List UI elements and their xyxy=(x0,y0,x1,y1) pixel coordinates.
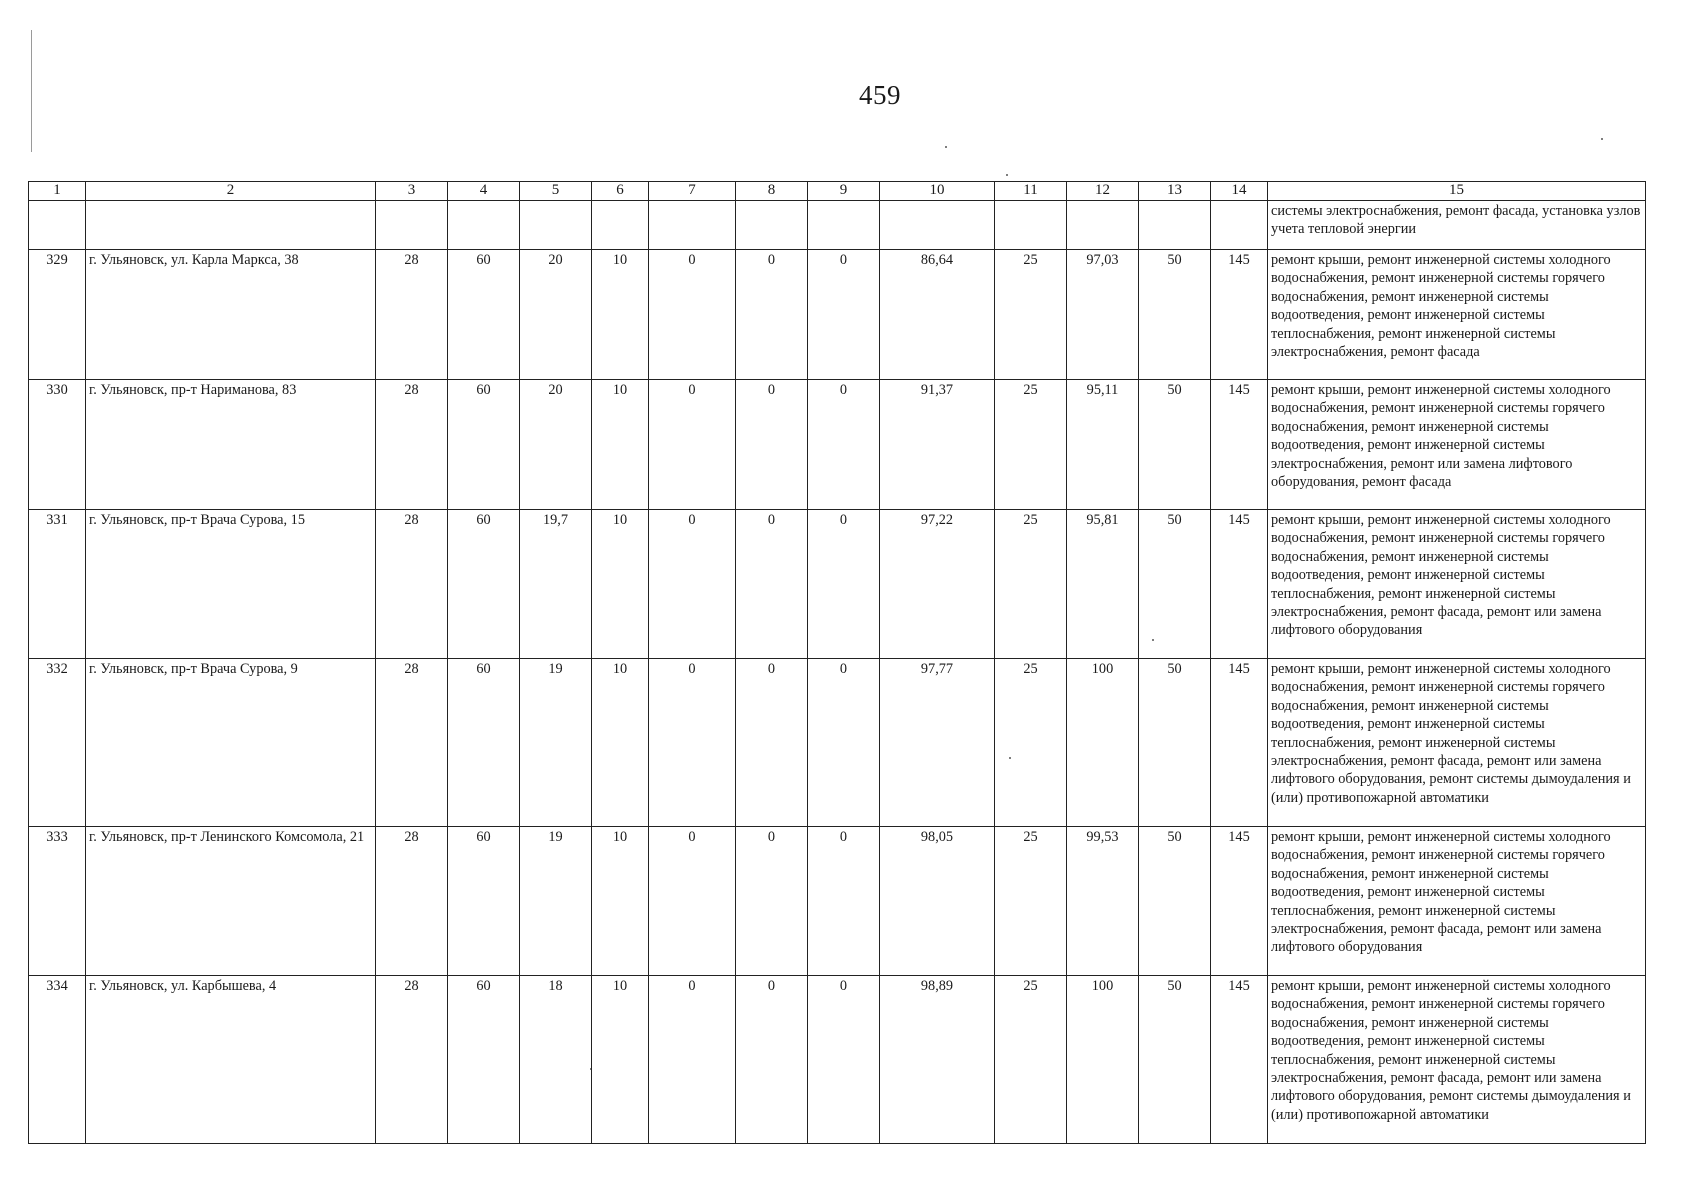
row-number-cell: 329 xyxy=(29,250,86,380)
column-header-4: 4 xyxy=(448,182,520,201)
value-cell-col14: 145 xyxy=(1211,380,1268,510)
value-cell-col10: 98,05 xyxy=(880,827,995,976)
value-cell-col9: 0 xyxy=(808,976,880,1144)
value-cell-col13: 50 xyxy=(1139,380,1211,510)
row-number-cell: 330 xyxy=(29,380,86,510)
value-cell-col9: 0 xyxy=(808,827,880,976)
value-cell-col7: 0 xyxy=(649,380,736,510)
value-cell-col6: 10 xyxy=(592,976,649,1144)
value-cell-col7: 0 xyxy=(649,250,736,380)
value-cell-col7: 0 xyxy=(649,510,736,659)
address-cell: г. Ульяновск, ул. Карла Маркса, 38 xyxy=(86,250,376,380)
column-header-7: 7 xyxy=(649,182,736,201)
row-number-cell: 334 xyxy=(29,976,86,1144)
value-cell-col4: 60 xyxy=(448,510,520,659)
column-header-5: 5 xyxy=(520,182,592,201)
value-cell-col4: 60 xyxy=(448,827,520,976)
works-cell: ремонт крыши, ремонт инженерной системы холодного водоснабжения, ремонт инженерной системы горячего водоснабжения, ремонт инженерной системы водоотведения, ремонт инженерной системы теплоснабжения, ремонт инженерной системы электроснабжения, ремонт фасада, ремонт или замена лифтового оборудования xyxy=(1268,827,1646,976)
value-cell-col9: 0 xyxy=(808,250,880,380)
column-header-13: 13 xyxy=(1139,182,1211,201)
address-cell: г. Ульяновск, пр-т Ленинского Комсомола, 21 xyxy=(86,827,376,976)
value-cell-col3: 28 xyxy=(376,250,448,380)
value-cell-col3: 28 xyxy=(376,827,448,976)
value-cell-col11: 25 xyxy=(995,380,1067,510)
column-header-1: 1 xyxy=(29,182,86,201)
value-cell-col10: 98,89 xyxy=(880,976,995,1144)
column-header-3: 3 xyxy=(376,182,448,201)
works-cell: ремонт крыши, ремонт инженерной системы холодного водоснабжения, ремонт инженерной системы горячего водоснабжения, ремонт инженерной системы водоотведения, ремонт инженерной системы электроснабжения, ремонт или замена лифтового оборудования, ремонт фасада xyxy=(1268,380,1646,510)
value-cell-col14: 145 xyxy=(1211,976,1268,1144)
value-cell-col8: 0 xyxy=(736,659,808,827)
table-row xyxy=(29,510,1646,659)
value-cell-col7: 0 xyxy=(649,659,736,827)
value-cell-col5: 19 xyxy=(520,659,592,827)
works-cell: ремонт крыши, ремонт инженерной системы холодного водоснабжения, ремонт инженерной системы горячего водоснабжения, ремонт инженерной системы водоотведения, ремонт инженерной системы теплоснабжения, ремонт инженерной системы электроснабжения, ремонт фасада, ремонт или замена лифтового оборудования, ремонт системы дымоудаления и (или) противопожарной автоматики xyxy=(1268,659,1646,827)
value-cell-col10: 91,37 xyxy=(880,380,995,510)
value-cell-col10: 97,77 xyxy=(880,659,995,827)
table-row xyxy=(29,659,1646,827)
table-row xyxy=(29,827,1646,976)
works-cell: системы электроснабжения, ремонт фасада, установка узлов учета тепловой энергии xyxy=(1268,201,1646,250)
table-row xyxy=(29,250,1646,380)
value-cell-col3: 28 xyxy=(376,659,448,827)
value-cell-col10: 97,22 xyxy=(880,510,995,659)
address-cell: г. Ульяновск, пр-т Нариманова, 83 xyxy=(86,380,376,510)
value-cell-col12: 99,53 xyxy=(1067,827,1139,976)
column-header-15: 15 xyxy=(1268,182,1646,201)
value-cell-col4: 60 xyxy=(448,250,520,380)
value-cell-col8: 0 xyxy=(736,510,808,659)
value-cell-col3: 28 xyxy=(376,510,448,659)
value-cell-col9: 0 xyxy=(808,659,880,827)
row-number-cell: 333 xyxy=(29,827,86,976)
column-header-6: 6 xyxy=(592,182,649,201)
value-cell-col7: 0 xyxy=(649,827,736,976)
column-header-14: 14 xyxy=(1211,182,1268,201)
column-number-row xyxy=(29,182,1646,201)
column-header-9: 9 xyxy=(808,182,880,201)
value-cell-col13: 50 xyxy=(1139,827,1211,976)
value-cell-col8: 0 xyxy=(736,380,808,510)
works-cell: ремонт крыши, ремонт инженерной системы холодного водоснабжения, ремонт инженерной системы горячего водоснабжения, ремонт инженерной системы водоотведения, ремонт инженерной системы теплоснабжения, ремонт инженерной системы электроснабжения, ремонт фасада, ремонт или замена лифтового оборудования xyxy=(1268,510,1646,659)
column-header-2: 2 xyxy=(86,182,376,201)
value-cell-col14: 145 xyxy=(1211,250,1268,380)
continuation-row xyxy=(29,201,1646,250)
address-cell: г. Ульяновск, пр-т Врача Сурова, 9 xyxy=(86,659,376,827)
value-cell-col11: 25 xyxy=(995,659,1067,827)
value-cell-col6: 10 xyxy=(592,827,649,976)
value-cell-col5: 20 xyxy=(520,380,592,510)
value-cell-col12: 100 xyxy=(1067,659,1139,827)
value-cell-col8: 0 xyxy=(736,827,808,976)
value-cell-col12: 95,11 xyxy=(1067,380,1139,510)
value-cell-col11: 25 xyxy=(995,976,1067,1144)
value-cell-col5: 19,7 xyxy=(520,510,592,659)
value-cell-col5: 20 xyxy=(520,250,592,380)
row-number-cell: 331 xyxy=(29,510,86,659)
value-cell-col3: 28 xyxy=(376,976,448,1144)
value-cell-col14: 145 xyxy=(1211,827,1268,976)
row-number-cell: 332 xyxy=(29,659,86,827)
value-cell-col9: 0 xyxy=(808,510,880,659)
scan-speck xyxy=(1601,138,1603,140)
value-cell-col5: 18 xyxy=(520,976,592,1144)
value-cell-col11: 25 xyxy=(995,510,1067,659)
value-cell-col11: 25 xyxy=(995,827,1067,976)
value-cell-col13: 50 xyxy=(1139,510,1211,659)
value-cell-col8: 0 xyxy=(736,250,808,380)
value-cell-col12: 95,81 xyxy=(1067,510,1139,659)
value-cell-col11: 25 xyxy=(995,250,1067,380)
value-cell-col3: 28 xyxy=(376,380,448,510)
address-cell: г. Ульяновск, ул. Карбышева, 4 xyxy=(86,976,376,1144)
value-cell-col6: 10 xyxy=(592,250,649,380)
table-row xyxy=(29,380,1646,510)
value-cell-col8: 0 xyxy=(736,976,808,1144)
works-cell: ремонт крыши, ремонт инженерной системы холодного водоснабжения, ремонт инженерной системы горячего водоснабжения, ремонт инженерной системы водоотведения, ремонт инженерной системы теплоснабжения, ремонт инженерной системы электроснабжения, ремонт фасада xyxy=(1268,250,1646,380)
value-cell-col6: 10 xyxy=(592,380,649,510)
value-cell-col14: 145 xyxy=(1211,659,1268,827)
value-cell-col13: 50 xyxy=(1139,250,1211,380)
value-cell-col5: 19 xyxy=(520,827,592,976)
value-cell-col10: 86,64 xyxy=(880,250,995,380)
registry-table xyxy=(28,181,1646,1144)
column-header-8: 8 xyxy=(736,182,808,201)
value-cell-col13: 50 xyxy=(1139,976,1211,1144)
works-cell: ремонт крыши, ремонт инженерной системы холодного водоснабжения, ремонт инженерной системы горячего водоснабжения, ремонт инженерной системы водоотведения, ремонт инженерной системы теплоснабжения, ремонт инженерной системы электроснабжения, ремонт фасада, ремонт или замена лифтового оборудования, ремонт системы дымоудаления и (или) противопожарной автоматики xyxy=(1268,976,1646,1144)
scan-speck xyxy=(1006,174,1008,176)
value-cell-col9: 0 xyxy=(808,380,880,510)
column-header-10: 10 xyxy=(880,182,995,201)
column-header-11: 11 xyxy=(995,182,1067,201)
value-cell-col6: 10 xyxy=(592,659,649,827)
value-cell-col12: 97,03 xyxy=(1067,250,1139,380)
address-cell: г. Ульяновск, пр-т Врача Сурова, 15 xyxy=(86,510,376,659)
scan-speck xyxy=(945,146,947,148)
value-cell-col4: 60 xyxy=(448,976,520,1144)
value-cell-col4: 60 xyxy=(448,380,520,510)
value-cell-col7: 0 xyxy=(649,976,736,1144)
table-row xyxy=(29,976,1646,1144)
value-cell-col13: 50 xyxy=(1139,659,1211,827)
page-number: 459 xyxy=(859,80,901,110)
value-cell-col6: 10 xyxy=(592,510,649,659)
value-cell-col14: 145 xyxy=(1211,510,1268,659)
column-header-12: 12 xyxy=(1067,182,1139,201)
value-cell-col12: 100 xyxy=(1067,976,1139,1144)
value-cell-col4: 60 xyxy=(448,659,520,827)
